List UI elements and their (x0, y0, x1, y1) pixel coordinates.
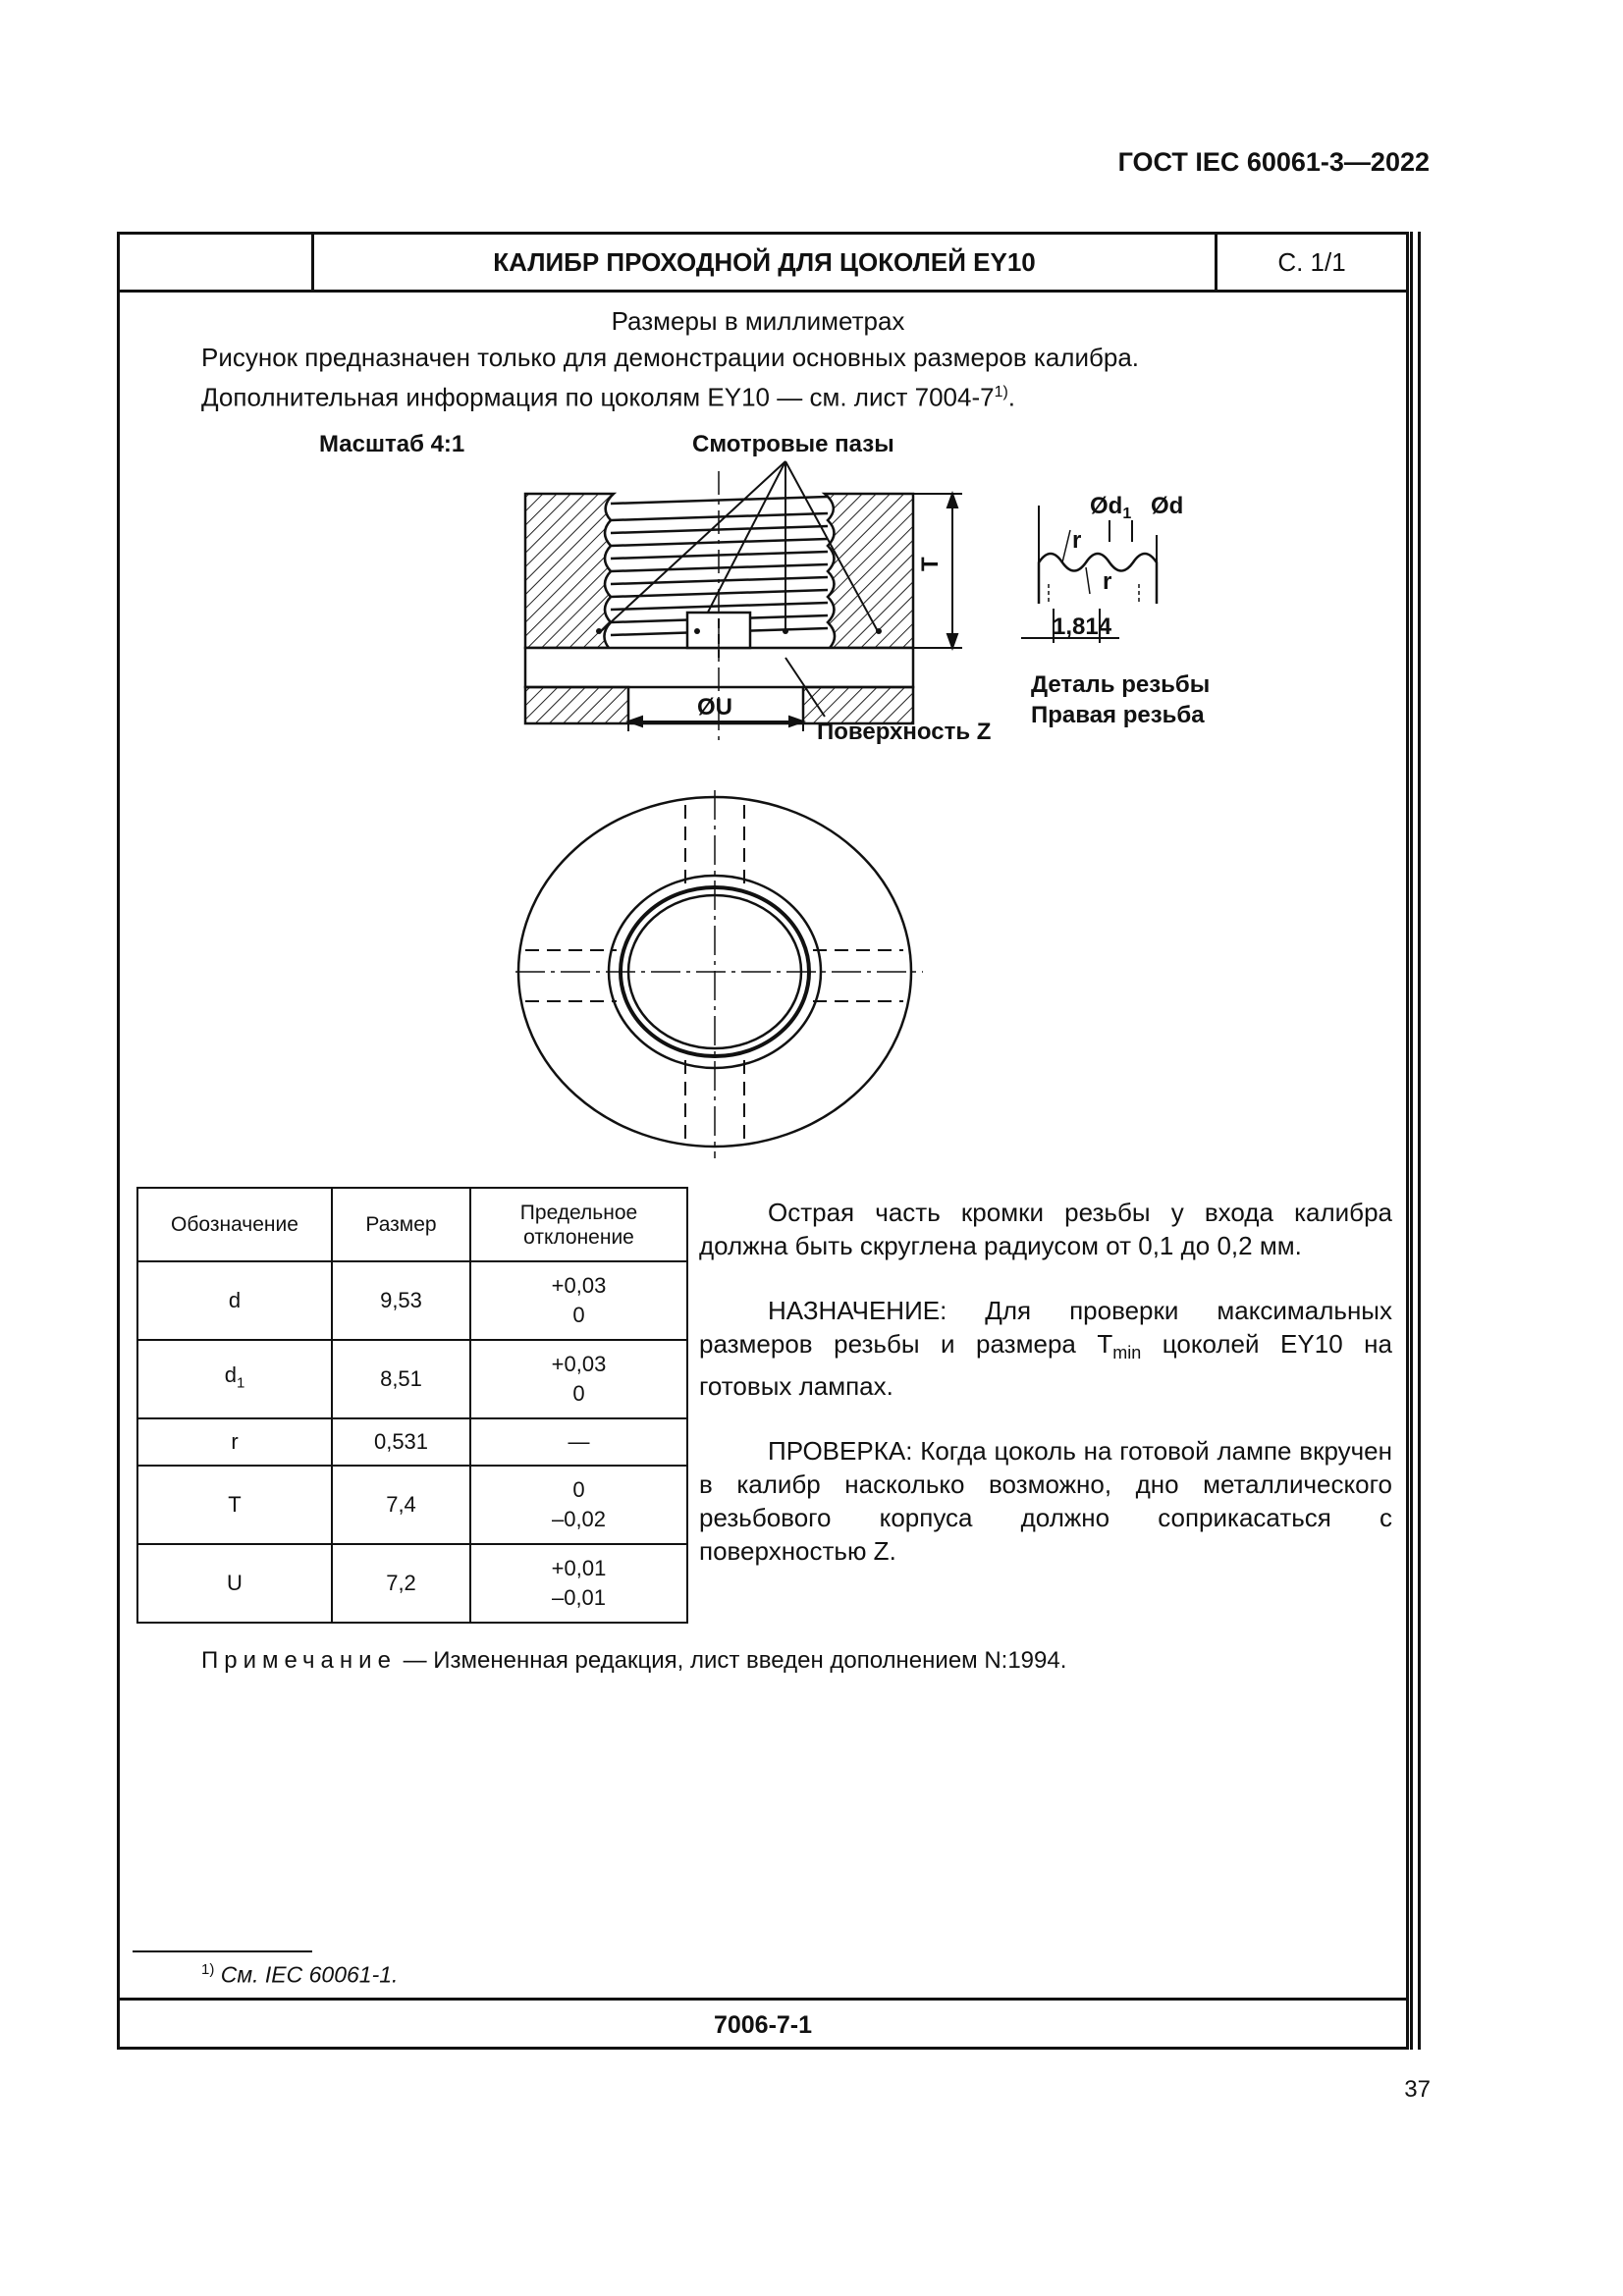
sheet-code: 7006-7-1 (120, 1998, 1406, 2050)
dimensions-note: Размеры в миллиметрах (611, 306, 905, 336)
sheet-title: КАЛИБР ПРОХОДНОЙ ДЛЯ ЦОКОЛЕЙ EY10 (314, 235, 1217, 290)
intro-line-1: Рисунок предназначен только для демонстрации основных размеров калибра. (201, 343, 1140, 372)
dimensions-table (136, 1187, 688, 1624)
footnote: $^{1)}$ См. IEC 60061-1. (201, 1961, 399, 1988)
intro-text (201, 340, 1139, 415)
purpose-paragraph: НАЗНАЧЕНИЕ: Для проверки максимальных размеров резьбы и размера $T_{min}$ цоколей EY10 на готовых лампах. (699, 1296, 1392, 1402)
surface-z-label: Поверхность Z (817, 719, 992, 745)
pitch-label: 1,814 (1053, 614, 1112, 640)
title-block (120, 235, 1406, 293)
table-row: T 7,4 0 –0,02 (137, 1466, 687, 1544)
document-code: ГОСТ IEC 60061-3—2022 (1117, 147, 1430, 177)
sheet-frame-edge (1410, 232, 1421, 2050)
scale-label: Масштаб 4:1 (319, 431, 465, 457)
check-paragraph: ПРОВЕРКА: Когда цоколь на готовой лампе вкручен в калибр насколько возможно, дно металлического резьбового корпуса должно соприкасаться с поверхностью Z. (699, 1436, 1392, 1567)
col-designation: Обозначение (137, 1188, 332, 1261)
table-row: r 0,531 — (137, 1418, 687, 1466)
page-number: 37 (1404, 2076, 1431, 2103)
r-label-1: r (1072, 527, 1082, 554)
footnote-divider (133, 1950, 312, 1952)
table-header-row (137, 1188, 687, 1261)
thread-direction-label: Правая резьба (1031, 702, 1205, 728)
title-cell-blank (120, 235, 314, 290)
col-size: Размер (332, 1188, 470, 1261)
col-tolerance: Предельное отклонение (470, 1188, 687, 1261)
r-label-2: r (1103, 568, 1112, 595)
note: Примечание — Измененная редакция, лист введен дополнением N:1994. (201, 1647, 1067, 1674)
footnote-ref: 1) (994, 384, 1008, 400)
dimension-T-label: T (917, 557, 944, 571)
dimension-U-label: ØU (697, 694, 732, 721)
slots-label: Смотровые пазы (692, 431, 894, 457)
gauge-plan-view (511, 785, 992, 1168)
detail-label: Деталь резьбы (1031, 671, 1211, 698)
rounding-paragraph: Острая часть кромки резьбы у входа калибра должна быть скруглена радиусом от 0,1 до 0,2 мм. (699, 1198, 1392, 1260)
requirements-text (699, 1196, 1392, 1599)
table-row: d 9,53 +0,03 0 (137, 1261, 687, 1340)
intro-line-2: Дополнительная информация по цоколям EY10 — см. лист 7004-7$^{1)}$. (201, 382, 1016, 412)
table-row: U 7,2 +0,01 –0,01 (137, 1544, 687, 1623)
centre-lines (515, 790, 923, 1158)
sheet-number: С. 1/1 (1277, 246, 1346, 277)
gauge-section-drawing (295, 422, 1257, 756)
table-row: $d_1$ 8,51 +0,03 0 (137, 1340, 687, 1418)
d-label: Ød (1151, 493, 1184, 519)
d1-label: $Ød_1$ (1090, 493, 1132, 522)
